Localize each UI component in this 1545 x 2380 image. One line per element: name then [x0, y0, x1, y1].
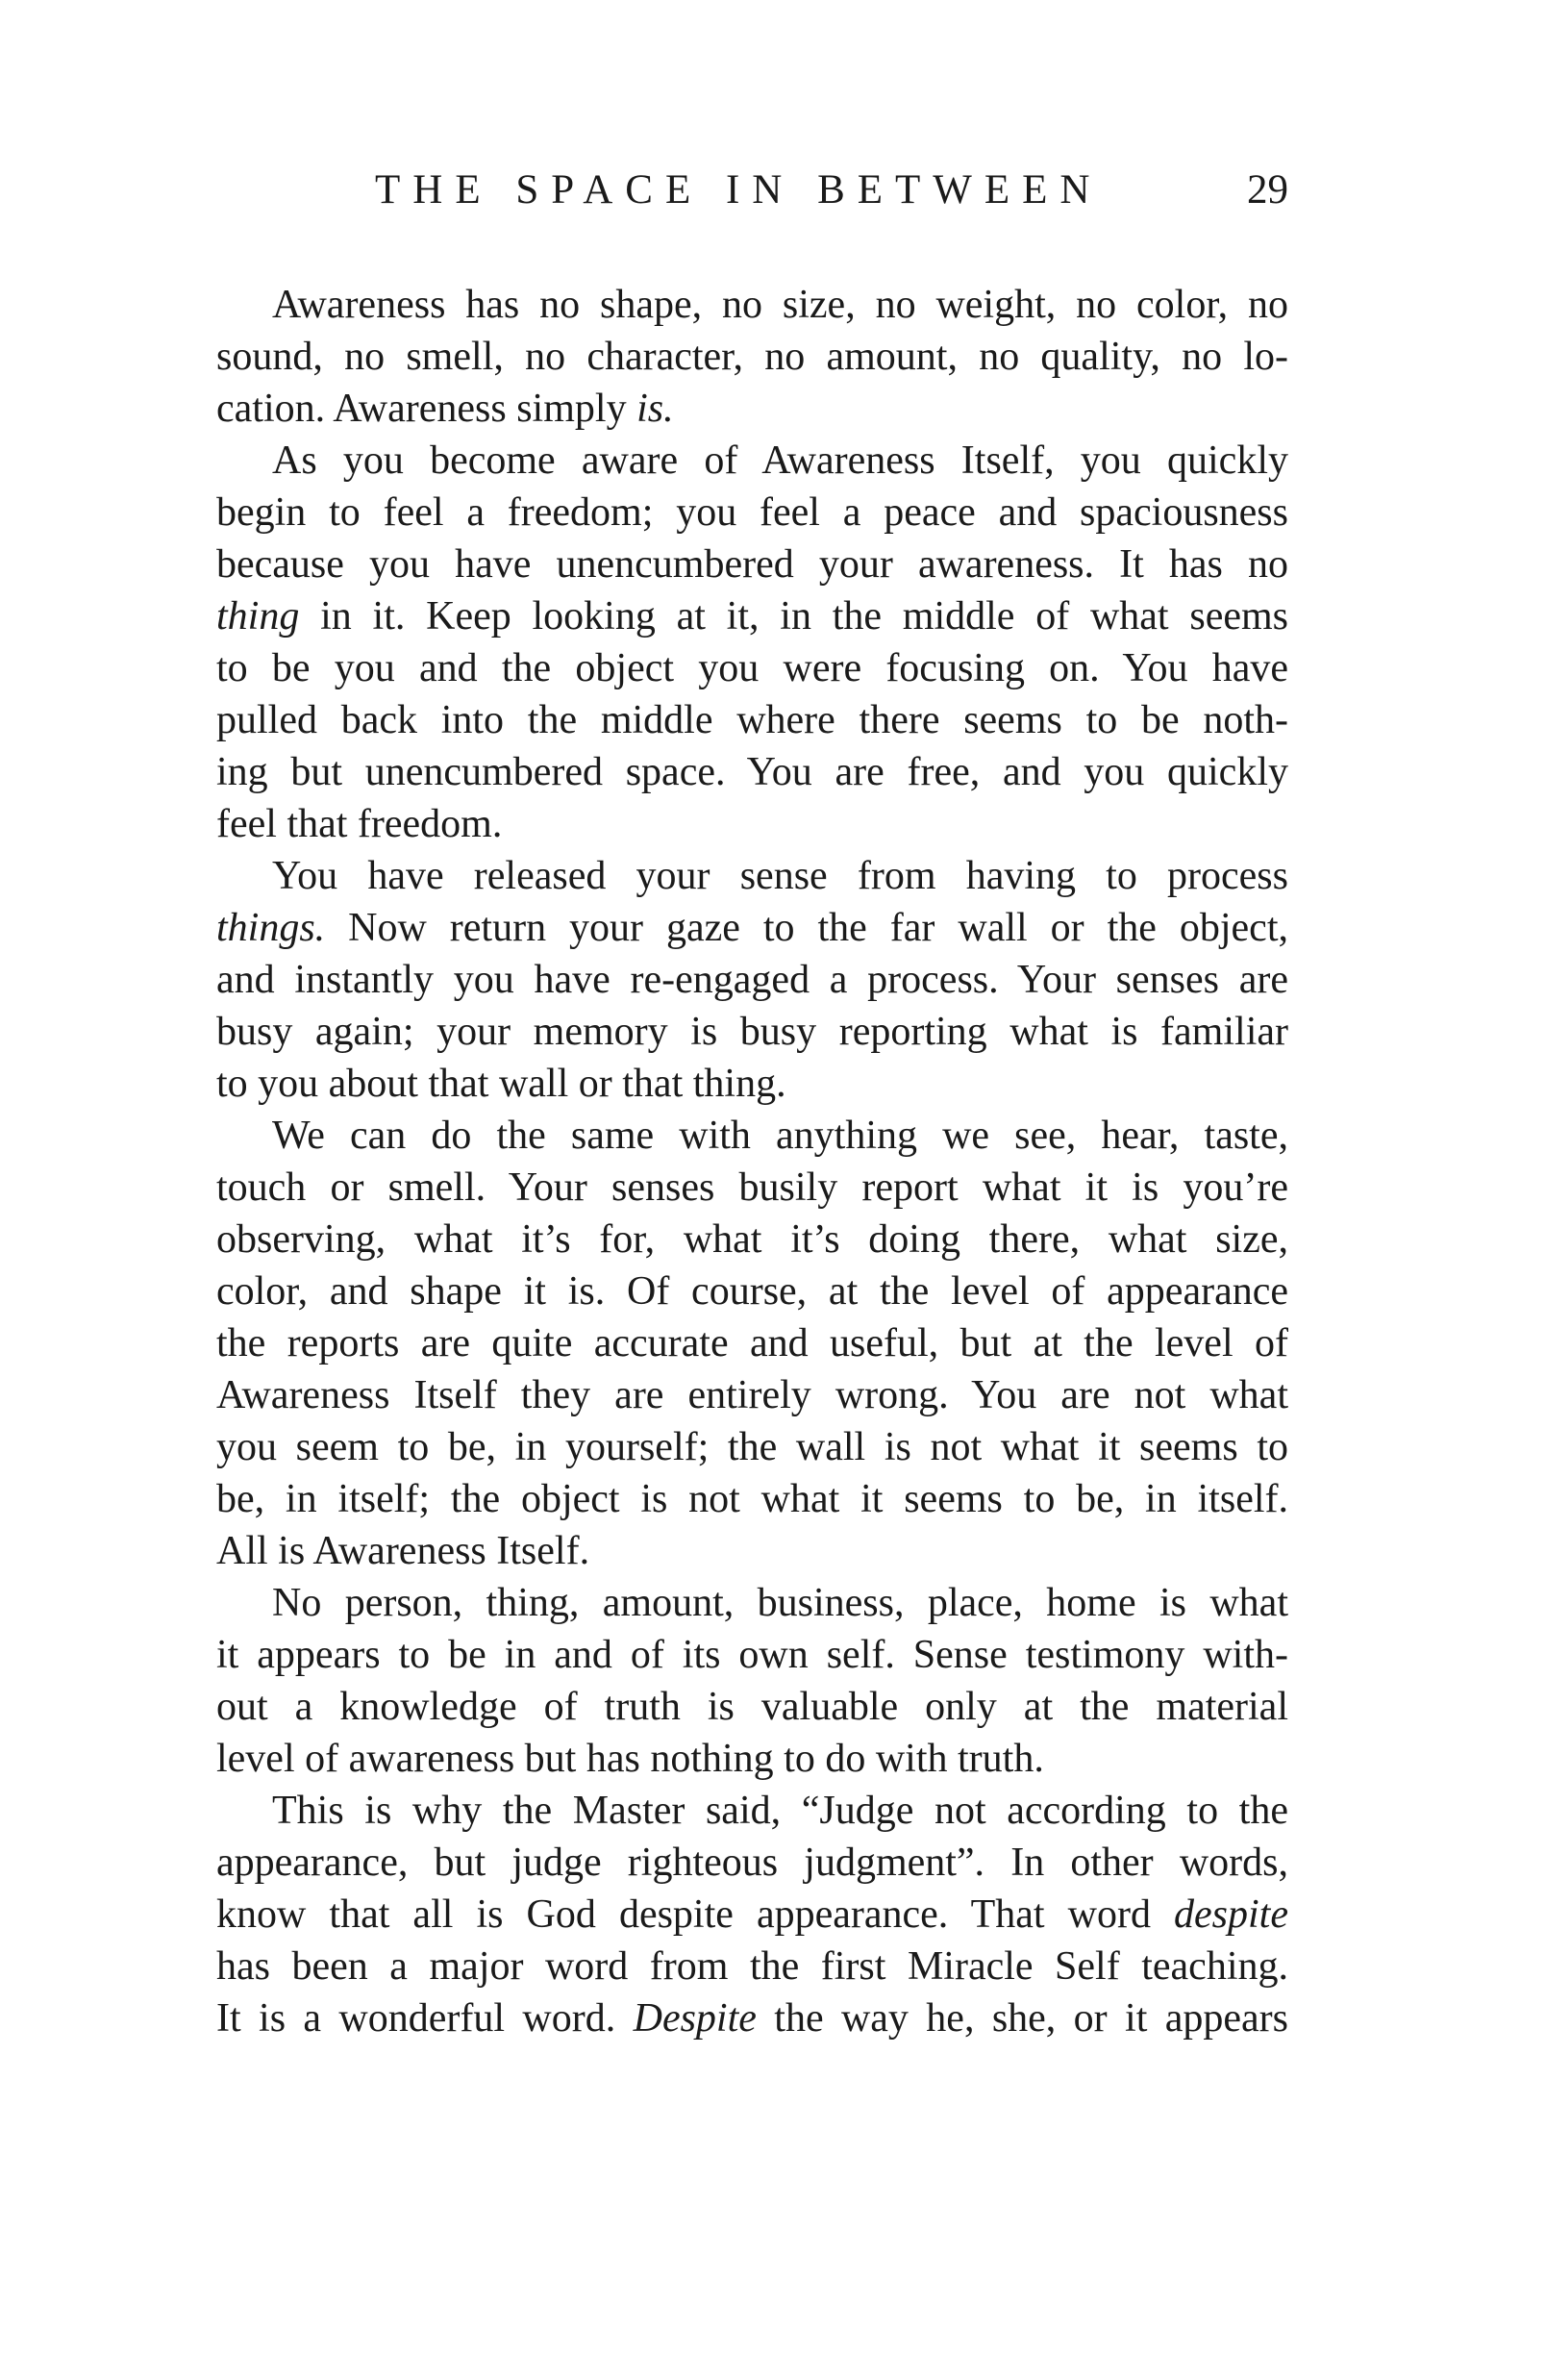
- text-line: [216, 1785, 1288, 1837]
- text-segment: It is a wonderful word.: [216, 1996, 634, 2041]
- text-segment: color, and shape it is. Of course, at the level of appearance: [216, 1269, 1288, 1314]
- text-segment: in it. Keep looking at it, in the middle of what seems: [299, 594, 1288, 639]
- text-segment: the way he, she, or it appears: [756, 1996, 1288, 2041]
- text-segment: appearance, but judge righteous judgment”. In other words,: [216, 1841, 1288, 1885]
- text-segment: to be you and the object you were focusing on. You have: [216, 646, 1288, 690]
- text-line: [216, 1733, 1288, 1785]
- text-line: [216, 850, 1288, 902]
- text-line: [216, 539, 1288, 590]
- text-line: [216, 1317, 1288, 1369]
- running-title: THE SPACE IN BETWEEN: [375, 167, 1103, 213]
- text-segment: Awareness Itself they are entirely wrong. You are not what: [216, 1373, 1288, 1417]
- text-line: [216, 435, 1288, 487]
- text-line: [216, 279, 1288, 331]
- text-line: [216, 1058, 1288, 1110]
- text-line: [216, 1941, 1288, 1992]
- text-segment: You have released your sense from having to process: [272, 854, 1288, 898]
- text-line: [216, 1006, 1288, 1058]
- paragraph: [216, 435, 1288, 850]
- text-line: [216, 487, 1288, 539]
- paragraph: [216, 850, 1288, 1110]
- text-segment: As you become aware of Awareness Itself, you quickly: [272, 438, 1288, 483]
- text-line: [216, 1473, 1288, 1525]
- text-line: [216, 590, 1288, 642]
- text-segment: This is why the Master said, “Judge not according to the: [272, 1789, 1288, 1833]
- italic-text: Despite: [633, 1996, 757, 2041]
- text-line: [216, 1214, 1288, 1265]
- text-segment: Now return your gaze to the far wall or the object,: [325, 906, 1288, 950]
- text-line: [216, 331, 1288, 383]
- text-segment: observing, what it’s for, what it’s doing there, what size,: [216, 1217, 1288, 1262]
- text-segment: and instantly you have re-engaged a process. Your senses are: [216, 958, 1288, 1002]
- text-segment: Awareness has no shape, no size, no weight, no color, no: [272, 283, 1288, 327]
- paragraph: [216, 1577, 1288, 1785]
- text-line: [216, 694, 1288, 746]
- text-line: [216, 642, 1288, 694]
- text-line: [216, 798, 1288, 850]
- text-segment: sound, no smell, no character, no amount, no quality, no lo-: [216, 335, 1288, 379]
- text-segment: We can do the same with anything we see, hear, taste,: [272, 1114, 1288, 1158]
- italic-text: despite: [1174, 1892, 1288, 1937]
- text-line: [216, 746, 1288, 798]
- text-segment: out a knowledge of truth is valuable only at the material: [216, 1685, 1288, 1729]
- text-line: [216, 1369, 1288, 1421]
- text-line: [216, 1681, 1288, 1733]
- text-segment: All is Awareness Itself.: [216, 1529, 590, 1573]
- text-line: [216, 954, 1288, 1006]
- text-segment: it appears to be in and of its own self. Sense testimony with-: [216, 1633, 1288, 1677]
- page-number: 29: [1247, 167, 1288, 213]
- text-line: [216, 1265, 1288, 1317]
- text-line: [216, 1421, 1288, 1473]
- text-segment: pulled back into the middle where there seems to be noth-: [216, 698, 1288, 742]
- text-segment: has been a major word from the first Miracle Self teaching.: [216, 1944, 1288, 1989]
- text-segment: be, in itself; the object is not what it seems to be, in itself.: [216, 1477, 1288, 1521]
- text-segment: ing but unencumbered space. You are free, and you quickly: [216, 750, 1288, 794]
- body-text: [216, 279, 1288, 2044]
- text-line: [216, 1110, 1288, 1162]
- text-segment: touch or smell. Your senses busily report what it is you’re: [216, 1165, 1288, 1210]
- text-line: [216, 1837, 1288, 1889]
- running-head: [216, 162, 1288, 219]
- text-line: [216, 1162, 1288, 1214]
- text-segment: busy again; your memory is busy reporting what is familiar: [216, 1010, 1288, 1054]
- italic-text: thing: [216, 594, 300, 639]
- text-segment: you seem to be, in yourself; the wall is not what it seems to: [216, 1425, 1288, 1469]
- text-line: [216, 1629, 1288, 1681]
- text-segment: because you have unencumbered your awareness. It has no: [216, 542, 1288, 587]
- text-segment: the reports are quite accurate and useful, but at the level of: [216, 1321, 1288, 1365]
- italic-text: things.: [216, 906, 326, 950]
- text-segment: level of awareness but has nothing to do with truth.: [216, 1737, 1044, 1781]
- text-segment: No person, thing, amount, business, place, home is what: [272, 1581, 1288, 1625]
- text-line: [216, 902, 1288, 954]
- paragraph: [216, 1785, 1288, 2044]
- text-line: [216, 383, 1288, 435]
- text-line: [216, 1577, 1288, 1629]
- text-line: [216, 1525, 1288, 1577]
- text-segment: to you about that wall or that thing.: [216, 1062, 786, 1106]
- paragraph: [216, 1110, 1288, 1577]
- text-line: [216, 1992, 1288, 2044]
- text-segment: begin to feel a freedom; you feel a peace and spaciousness: [216, 490, 1288, 535]
- italic-text: is.: [636, 387, 674, 431]
- text-segment: cation. Awareness simply: [216, 387, 637, 431]
- text-line: [216, 1889, 1288, 1941]
- paragraph: [216, 279, 1288, 435]
- text-segment: feel that freedom.: [216, 802, 503, 846]
- text-segment: know that all is God despite appearance. That word: [216, 1892, 1175, 1937]
